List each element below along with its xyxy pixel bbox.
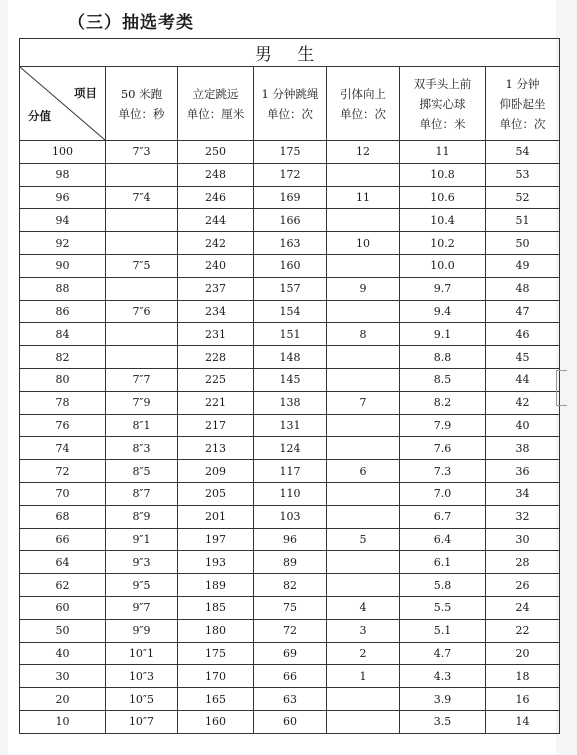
run-50m-cell: 7″9 [106,391,178,414]
pull-ups-cell: 8 [327,323,400,346]
standing-jump-cell: 209 [178,460,254,483]
standing-jump-cell: 189 [178,574,254,597]
rope-skipping-cell: 117 [254,460,327,483]
corner-score-label: 分值 [28,109,51,123]
medicine-ball-cell: 7.9 [400,414,486,437]
pull-ups-cell: 7 [327,391,400,414]
column-header-row [20,67,560,141]
standing-jump-cell: 180 [178,619,254,642]
pull-ups-cell [327,163,400,186]
standing-jump-cell: 244 [178,209,254,232]
run-50m-cell: 8″9 [106,505,178,528]
run-50m-cell: 9″7 [106,596,178,619]
medicine-ball-cell: 4.7 [400,642,486,665]
rope-skipping-cell: 151 [254,323,327,346]
pull-ups-cell [327,688,400,711]
pull-ups-cell: 4 [327,596,400,619]
pull-ups-cell: 1 [327,665,400,688]
table-row [20,574,560,597]
column-header-sit-ups: 1 分钟 仰卧起坐 单位：次 [486,67,560,141]
run-50m-cell: 7″4 [106,186,178,209]
standing-jump-cell: 185 [178,596,254,619]
score-cell: 94 [20,209,106,232]
table-row [20,209,560,232]
medicine-ball-cell: 10.8 [400,163,486,186]
rope-skipping-cell: 145 [254,368,327,391]
pull-ups-cell [327,505,400,528]
run-50m-cell [106,163,178,186]
run-50m-cell: 9″3 [106,551,178,574]
table-row [20,368,560,391]
pull-ups-cell [327,209,400,232]
table-row [20,163,560,186]
table-row [20,277,560,300]
medicine-ball-cell: 10.2 [400,232,486,255]
rope-skipping-cell: 103 [254,505,327,528]
score-cell: 62 [20,574,106,597]
medicine-ball-cell: 6.4 [400,528,486,551]
column-header-rope-skipping: 1 分钟跳绳 单位：次 [254,67,327,141]
table-row [20,482,560,505]
sit-ups-cell: 18 [486,665,560,688]
pull-ups-cell: 3 [327,619,400,642]
column-header-medicine-ball: 双手头上前 掷实心球 单位：米 [400,67,486,141]
rope-skipping-cell: 110 [254,482,327,505]
pull-ups-cell [327,346,400,369]
rope-skipping-cell: 69 [254,642,327,665]
standing-jump-cell: 213 [178,437,254,460]
gender-header-row [20,39,560,67]
corner-header [20,67,106,141]
table-row [20,141,560,164]
run-50m-cell: 7″7 [106,368,178,391]
run-50m-cell: 8″7 [106,482,178,505]
score-cell: 68 [20,505,106,528]
sit-ups-cell: 20 [486,642,560,665]
table-row [20,596,560,619]
standing-jump-cell: 246 [178,186,254,209]
medicine-ball-cell: 11 [400,141,486,164]
medicine-ball-cell: 3.5 [400,710,486,733]
medicine-ball-cell: 7.0 [400,482,486,505]
column-header-50m-run: 50 米跑 单位：秒 [106,67,178,141]
standing-jump-cell: 197 [178,528,254,551]
table-row [20,391,560,414]
standing-jump-cell: 221 [178,391,254,414]
score-cell: 60 [20,596,106,619]
pull-ups-cell: 5 [327,528,400,551]
medicine-ball-cell: 9.7 [400,277,486,300]
sit-ups-cell: 52 [486,186,560,209]
sit-ups-cell: 42 [486,391,560,414]
standing-jump-cell: 240 [178,254,254,277]
pull-ups-cell [327,482,400,505]
score-table [19,38,560,734]
diagonal-line [20,67,105,140]
pull-ups-cell [327,710,400,733]
table-row [20,710,560,733]
run-50m-cell: 7″6 [106,300,178,323]
pull-ups-cell: 11 [327,186,400,209]
rope-skipping-cell: 172 [254,163,327,186]
table-row [20,665,560,688]
table-row [20,254,560,277]
sit-ups-cell: 14 [486,710,560,733]
table-row [20,323,560,346]
rope-skipping-cell: 124 [254,437,327,460]
score-cell: 66 [20,528,106,551]
table-row [20,460,560,483]
medicine-ball-cell: 6.7 [400,505,486,528]
sit-ups-cell: 54 [486,141,560,164]
rope-skipping-cell: 154 [254,300,327,323]
score-cell: 88 [20,277,106,300]
run-50m-cell: 8″3 [106,437,178,460]
run-50m-cell: 9″5 [106,574,178,597]
medicine-ball-cell: 5.5 [400,596,486,619]
run-50m-cell: 10″5 [106,688,178,711]
score-cell: 78 [20,391,106,414]
rope-skipping-cell: 163 [254,232,327,255]
table-row [20,688,560,711]
score-cell: 70 [20,482,106,505]
sit-ups-cell: 22 [486,619,560,642]
sit-ups-cell: 48 [486,277,560,300]
rope-skipping-cell: 72 [254,619,327,642]
medicine-ball-cell: 9.1 [400,323,486,346]
medicine-ball-cell: 3.9 [400,688,486,711]
score-cell: 10 [20,710,106,733]
standing-jump-cell: 175 [178,642,254,665]
medicine-ball-cell: 5.8 [400,574,486,597]
run-50m-cell: 8″5 [106,460,178,483]
pull-ups-cell: 6 [327,460,400,483]
rope-skipping-cell: 166 [254,209,327,232]
rope-skipping-cell: 131 [254,414,327,437]
medicine-ball-cell: 10.6 [400,186,486,209]
run-50m-cell: 9″1 [106,528,178,551]
score-cell: 80 [20,368,106,391]
score-table-body [20,141,560,734]
pull-ups-cell [327,254,400,277]
sit-ups-cell: 46 [486,323,560,346]
medicine-ball-cell: 10.0 [400,254,486,277]
standing-jump-cell: 248 [178,163,254,186]
score-cell: 76 [20,414,106,437]
run-50m-cell: 9″9 [106,619,178,642]
column-header-standing-jump: 立定跳远 单位：厘米 [178,67,254,141]
sit-ups-cell: 34 [486,482,560,505]
score-cell: 84 [20,323,106,346]
sit-ups-cell: 50 [486,232,560,255]
score-cell: 82 [20,346,106,369]
medicine-ball-cell: 9.4 [400,300,486,323]
score-cell: 100 [20,141,106,164]
run-50m-cell [106,346,178,369]
pull-ups-cell [327,437,400,460]
score-cell: 72 [20,460,106,483]
table-row [20,232,560,255]
standing-jump-cell: 250 [178,141,254,164]
rope-skipping-cell: 89 [254,551,327,574]
medicine-ball-cell: 8.8 [400,346,486,369]
table-row [20,619,560,642]
medicine-ball-cell: 7.3 [400,460,486,483]
sit-ups-cell: 51 [486,209,560,232]
table-row [20,300,560,323]
sit-ups-cell: 28 [486,551,560,574]
sit-ups-cell: 47 [486,300,560,323]
score-cell: 30 [20,665,106,688]
table-row [20,186,560,209]
pull-ups-cell [327,300,400,323]
pull-ups-cell [327,574,400,597]
section-title: （三）抽选考类 [68,13,194,33]
score-cell: 50 [20,619,106,642]
pull-ups-cell [327,368,400,391]
corner-item-label: 项目 [74,86,97,100]
sit-ups-cell: 26 [486,574,560,597]
run-50m-cell [106,209,178,232]
table-row [20,437,560,460]
score-cell: 74 [20,437,106,460]
score-cell: 92 [20,232,106,255]
gender-header: 男 生 [20,39,560,67]
run-50m-cell [106,277,178,300]
pull-ups-cell [327,414,400,437]
rope-skipping-cell: 75 [254,596,327,619]
run-50m-cell [106,323,178,346]
pull-ups-cell: 2 [327,642,400,665]
medicine-ball-cell: 10.4 [400,209,486,232]
pull-ups-cell [327,551,400,574]
standing-jump-cell: 237 [178,277,254,300]
standing-jump-cell: 201 [178,505,254,528]
rope-skipping-cell: 66 [254,665,327,688]
sit-ups-cell: 24 [486,596,560,619]
sit-ups-cell: 53 [486,163,560,186]
table-row [20,642,560,665]
rope-skipping-cell: 160 [254,254,327,277]
rope-skipping-cell: 82 [254,574,327,597]
standing-jump-cell: 234 [178,300,254,323]
sit-ups-cell: 44 [486,368,560,391]
score-cell: 64 [20,551,106,574]
standing-jump-cell: 193 [178,551,254,574]
table-row [20,551,560,574]
run-50m-cell: 10″1 [106,642,178,665]
document-page [8,0,556,755]
standing-jump-cell: 228 [178,346,254,369]
table-row [20,505,560,528]
sit-ups-cell: 38 [486,437,560,460]
medicine-ball-cell: 8.2 [400,391,486,414]
run-50m-cell: 8″1 [106,414,178,437]
run-50m-cell: 10″7 [106,710,178,733]
rope-skipping-cell: 175 [254,141,327,164]
sit-ups-cell: 40 [486,414,560,437]
sit-ups-cell: 49 [486,254,560,277]
table-row [20,346,560,369]
standing-jump-cell: 205 [178,482,254,505]
standing-jump-cell: 225 [178,368,254,391]
score-cell: 20 [20,688,106,711]
run-50m-cell: 7″3 [106,141,178,164]
standing-jump-cell: 160 [178,710,254,733]
rope-skipping-cell: 96 [254,528,327,551]
score-cell: 98 [20,163,106,186]
rope-skipping-cell: 157 [254,277,327,300]
table-row [20,414,560,437]
medicine-ball-cell: 4.3 [400,665,486,688]
score-cell: 90 [20,254,106,277]
sit-ups-cell: 16 [486,688,560,711]
run-50m-cell: 7″5 [106,254,178,277]
sit-ups-cell: 32 [486,505,560,528]
table-row [20,528,560,551]
rope-skipping-cell: 138 [254,391,327,414]
scrollbar-edge [556,370,567,406]
sit-ups-cell: 36 [486,460,560,483]
medicine-ball-cell: 6.1 [400,551,486,574]
rope-skipping-cell: 60 [254,710,327,733]
standing-jump-cell: 170 [178,665,254,688]
rope-skipping-cell: 148 [254,346,327,369]
standing-jump-cell: 242 [178,232,254,255]
score-cell: 40 [20,642,106,665]
column-header-pull-ups: 引体向上 单位：次 [327,67,400,141]
sit-ups-cell: 45 [486,346,560,369]
standing-jump-cell: 217 [178,414,254,437]
pull-ups-cell: 10 [327,232,400,255]
medicine-ball-cell: 7.6 [400,437,486,460]
run-50m-cell [106,232,178,255]
standing-jump-cell: 231 [178,323,254,346]
pull-ups-cell: 9 [327,277,400,300]
medicine-ball-cell: 8.5 [400,368,486,391]
medicine-ball-cell: 5.1 [400,619,486,642]
score-cell: 96 [20,186,106,209]
pull-ups-cell: 12 [327,141,400,164]
sit-ups-cell: 30 [486,528,560,551]
rope-skipping-cell: 63 [254,688,327,711]
run-50m-cell: 10″3 [106,665,178,688]
score-cell: 86 [20,300,106,323]
standing-jump-cell: 165 [178,688,254,711]
rope-skipping-cell: 169 [254,186,327,209]
